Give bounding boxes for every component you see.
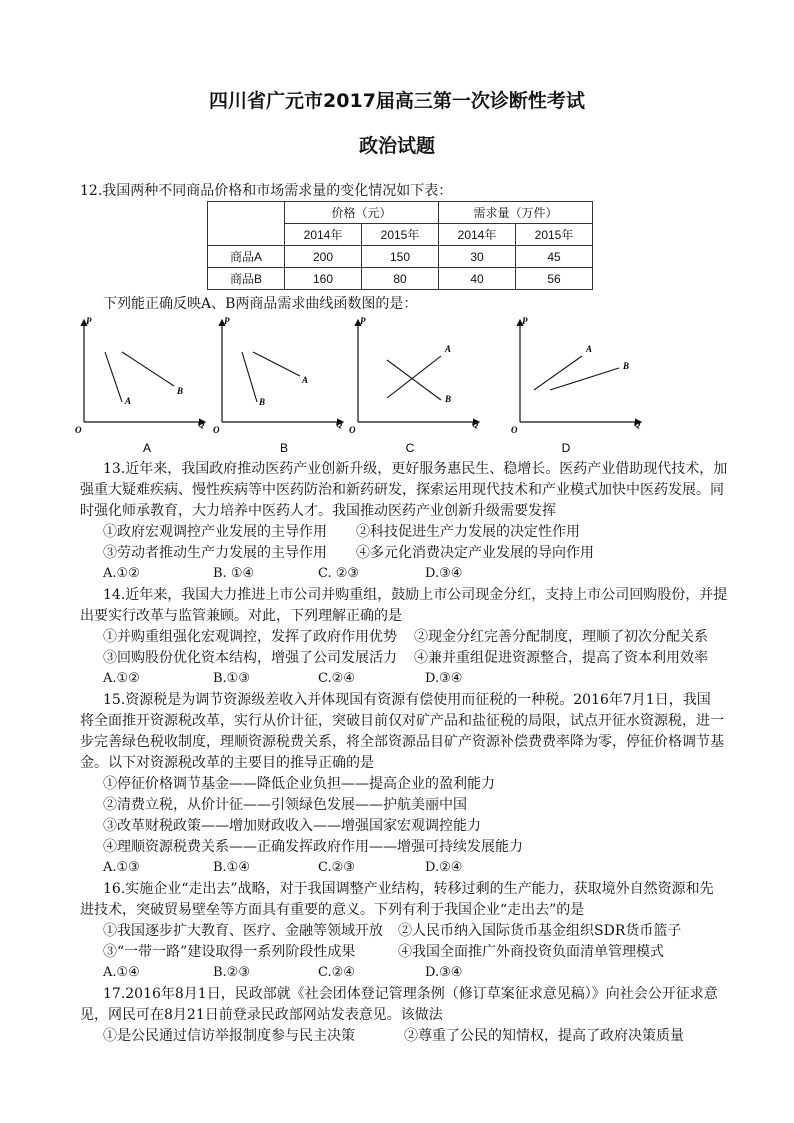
q13-choice-c: C. ②③	[318, 566, 360, 581]
q16-option-2: ②人民币纳入国际货币基金组织SDR货币篮子	[398, 923, 682, 939]
curve-a	[253, 352, 300, 376]
q13-option-1: ①政府宏观调控产业发展的主导作用	[103, 524, 327, 540]
q14-line-2: 出要实行改革与监管兼顾。对此，下列理解正确的是	[80, 608, 402, 624]
curve-b	[122, 352, 174, 386]
q13-option-3: ③劳动者推动生产力发展的主导作用	[103, 545, 327, 561]
table-group-price: 价格（元）	[285, 202, 439, 224]
q16-option-4: ④我国全面推广外商投资负面清单管理模式	[398, 944, 664, 960]
q15-option-1: ①停征价格调节基金——降低企业负担——提高企业的盈利能力	[103, 776, 495, 792]
q14-choice-d: D.③④	[425, 671, 463, 686]
q13-choice-d: D.③④	[425, 566, 463, 581]
q14-option-1: ①并购重组强化宏观调控，发挥了政府作用优势	[103, 629, 397, 645]
table-cell: 200	[285, 246, 362, 268]
table-cell: 150	[362, 246, 439, 268]
graph-c	[344, 312, 494, 458]
price-demand-table	[207, 201, 593, 290]
table-row-label: 商品B	[208, 268, 285, 290]
graph-a	[70, 312, 220, 458]
q15-option-2: ②清费立税，从价计征——引领绿色发展——护航美丽中国	[103, 797, 467, 813]
q14-choice-a: A.①②	[103, 671, 140, 686]
axis-label-p: P	[86, 316, 92, 326]
curve-label-a: A	[125, 396, 132, 406]
axis-label-q: Q	[472, 419, 479, 429]
curve-b	[387, 360, 441, 400]
q17-option-2: ②尊重了公民的知情权，提高了政府决策质量	[404, 1028, 684, 1044]
q13-option-2: ②科技促进生产力发展的决定性作用	[356, 524, 580, 540]
q16-choice-d: D.③④	[425, 965, 463, 980]
curve-a	[105, 352, 122, 402]
axis-label-q: Q	[634, 419, 641, 429]
graph-caption: D	[561, 441, 571, 455]
curve-b	[242, 352, 257, 402]
curve-label-b: B	[177, 386, 184, 396]
q16-line-1: 16.实施企业“走出去”战略，对于我国调整产业结构，转移过剩的生产能力，获取境外自然资源和先	[103, 881, 714, 897]
table-year: 2014年	[439, 224, 516, 246]
curve-label-b: B	[623, 361, 630, 371]
table-year: 2014年	[285, 224, 362, 246]
curve-a	[387, 356, 441, 398]
axis-label-p: P	[360, 316, 366, 326]
curve-label-b: B	[259, 397, 266, 407]
table-row	[208, 268, 593, 290]
q12-stem: 12.我国两种不同商品价格和市场需求量的变化情况如下表：	[80, 183, 453, 199]
q14-option-3: ③回购股份优化资本结构，增强了公司发展活力	[103, 650, 397, 666]
origin-label: O	[349, 425, 356, 435]
curve-label-b: B	[445, 394, 452, 404]
graph-caption: A	[142, 441, 152, 455]
table-corner	[208, 202, 285, 246]
q16-choice-b: B.②③	[213, 965, 250, 980]
table-cell: 30	[439, 246, 516, 268]
q14-choice-c: C.②④	[318, 671, 355, 686]
axis-label-q: Q	[336, 419, 343, 429]
q15-choice-d: D.②④	[425, 860, 463, 875]
table-year: 2015年	[362, 224, 439, 246]
table-cell: 40	[439, 268, 516, 290]
q14-option-4: ④兼并重组促进资源整合，提高了资本利用效率	[414, 650, 708, 666]
axis-label-p: P	[522, 316, 528, 326]
origin-label: O	[75, 425, 82, 435]
axis-label-q: Q	[198, 419, 205, 429]
q13-option-4: ④多元化消费决定产业发展的导向作用	[356, 545, 594, 561]
graph-d	[506, 312, 656, 458]
q14-line-1: 14.近年来，我国大力推进上市公司并购重组，鼓励上市公司现金分红，支持上市公司回购股份，并提	[103, 587, 728, 603]
graph-caption: C	[405, 441, 415, 455]
table-cell: 160	[285, 268, 362, 290]
q16-option-1: ①我国逐步扩大教育、医疗、金融等领域开放	[103, 923, 383, 939]
curve-label-a: A	[445, 344, 452, 354]
table-cell: 45	[516, 246, 593, 268]
curve-a	[534, 356, 582, 390]
q14-option-2: ②现金分红完善分配制度，理顺了初次分配关系	[414, 629, 708, 645]
q16-choice-c: C.②④	[318, 965, 355, 980]
origin-label: O	[213, 425, 220, 435]
q13-line-1: 13.近年来，我国政府推动医药产业创新升级，更好服务惠民生、稳增长。医药产业借助现代技术，加	[103, 461, 728, 477]
q13-choice-a: A.①②	[103, 566, 140, 581]
table-year: 2015年	[516, 224, 593, 246]
curve-label-a: A	[302, 375, 309, 385]
q15-option-4: ④理顺资源税费关系——正确发挥政府作用——增强可持续发展能力	[103, 839, 523, 855]
q15-line-4: 金。以下对资源税改革的主要目的推导正确的是	[80, 755, 374, 771]
curve-label-a: A	[586, 344, 593, 354]
q15-line-2: 将全面推开资源税改革，实行从价计征，突破目前仅对矿产品和盐征税的局限，试点开征水资源税，进一	[80, 713, 724, 729]
q15-option-3: ③改革财税政策——增加财政收入——增强国家宏观调控能力	[103, 818, 481, 834]
q13-line-3: 时强化师承教育，大力培养中医药人才。我国推动医药产业创新升级需要发挥	[80, 503, 556, 519]
page-title: 四川省广元市2017届高三第一次诊断性考试	[209, 90, 585, 112]
q13-choice-b: B. ①④	[213, 566, 255, 581]
q12-prompt: 下列能正确反映A、B两商品需求曲线函数图的是：	[103, 296, 418, 312]
q17-line-1: 17.2016年8月1日，民政部就《社会团体登记管理条例（修订草案征求意见稿）》向社会公开征求意	[103, 986, 718, 1002]
graph-caption: B	[279, 441, 289, 455]
table-group-demand: 需求量（万件）	[439, 202, 593, 224]
q15-line-1: 15.资源税是为调节资源级差收入并体现国有资源有偿使用而征税的一种税。2016年7月1日，我国	[103, 692, 711, 708]
q16-option-3: ③“一带一路”建设取得一系列阶段性成果	[103, 944, 356, 960]
table-row-label: 商品A	[208, 246, 285, 268]
q17-option-1: ①是公民通过信访举报制度参与民主决策	[103, 1028, 355, 1044]
q15-choice-c: C.②③	[318, 860, 355, 875]
q16-choice-a: A.①④	[103, 965, 140, 980]
origin-label: O	[511, 425, 518, 435]
table-cell: 80	[362, 268, 439, 290]
q13-line-2: 强重大疑难疾病、慢性疾病等中医药防治和新药研发，探索运用现代技术和产业模式加快中医药发展。同	[80, 482, 724, 498]
graph-b	[208, 312, 358, 458]
table-row	[208, 246, 593, 268]
axis-label-p: P	[224, 316, 230, 326]
q15-choice-a: A.①③	[103, 860, 140, 875]
page-subtitle: 政治试题	[358, 135, 435, 157]
q17-line-2: 见，网民可在8月21日前登录民政部网站发表意见。该做法	[80, 1007, 443, 1023]
q14-choice-b: B.①③	[213, 671, 250, 686]
q15-choice-b: B.①④	[213, 860, 250, 875]
q16-line-2: 进技术，突破贸易壁垒等方面具有重要的意义。下列有利于我国企业“走出去”的是	[80, 902, 585, 918]
q15-line-3: 步完善绿色税收制度，理顺资源税费关系，将全部资源品目矿产资源补偿费费率降为零，停征价格调节基	[80, 734, 724, 750]
table-cell: 56	[516, 268, 593, 290]
